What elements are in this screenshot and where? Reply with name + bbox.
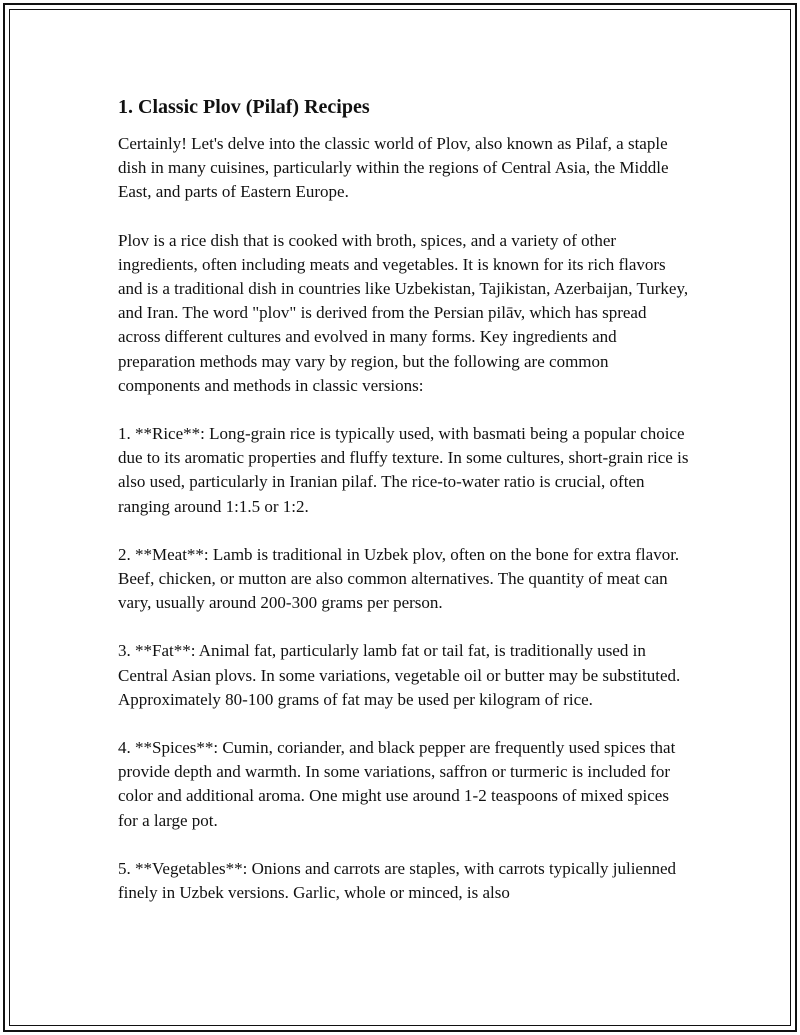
fat-paragraph: 3. **Fat**: Animal fat, particularly lamb fat or tail fat, is traditionally used in Central Asian plovs. In some variations, vegetable oil or butter may be substituted. Approximately 80-100 grams of fat may be used per kilogram of rice. [118, 641, 681, 709]
rice-paragraph: 1. **Rice**: Long-grain rice is typically used, with basmati being a popular choice due to its aromatic properties and fluffy texture. In some cultures, short-grain rice is also used, particularly in Iranian pilaf. The rice-to-water ratio is crucial, often ranging around 1:1.5 or 1:2. [118, 424, 689, 516]
page-title: 1. Classic Plov (Pilaf) Recipes [118, 96, 370, 118]
intro-paragraph: Certainly! Let's delve into the classic world of Plov, also known as Pilaf, a staple dish in many cuisines, particularly within the regions of Central Asia, the Middle East, and parts of Eastern Europe. [118, 134, 669, 202]
overview-paragraph: Plov is a rice dish that is cooked with broth, spices, and a variety of other ingredients, often including meats and vegetables. It is known for its rich flavors and is a traditional dish in countries like Uzbekistan, Tajikistan, Azerbaijan, Turkey, and Iran. The word "plov" is derived from the Persian pilāv, which has spread across different cultures and evolved in many forms. Key ingredients and preparation methods may vary by region, but the following are common components and methods in classic versions: [118, 230, 689, 395]
vegetables-paragraph: 5. **Vegetables**: Onions and carrots are staples, with carrots typically julienned finely in Uzbek versions. Garlic, whole or minced, is also [118, 858, 677, 903]
document-body [118, 92, 693, 952]
meat-paragraph: 2. **Meat**: Lamb is traditional in Uzbek plov, often on the bone for extra flavor. Beef, chicken, or mutton are also common alternatives. The quantity of meat can vary, usually around 200-300 grams per person. [118, 544, 680, 613]
spices-paragraph: 4. **Spices**: Cumin, coriander, and black pepper are frequently used spices that provide depth and warmth. In some variations, saffron or turmeric is included for color and additional aroma. One might use around 1-2 teaspoons of mixed spices for a large pot. [118, 738, 676, 830]
